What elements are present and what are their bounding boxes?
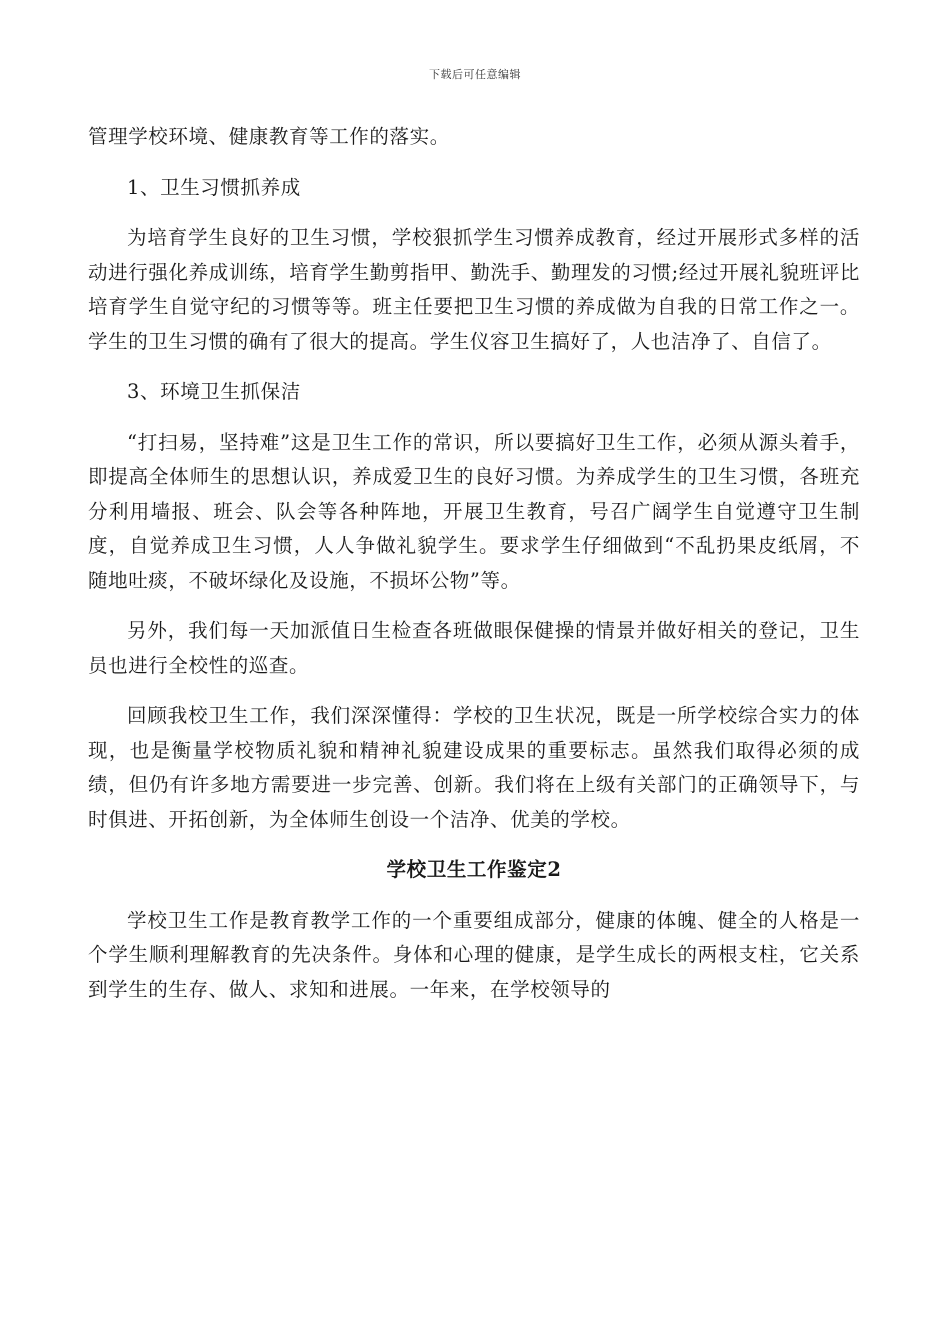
subheading-hygiene-habits: 1、卫生习惯抓养成 [127,175,301,199]
paragraph-continuation: 管理学校环境、健康教育等工作的落实。 [88,125,450,148]
section-title: 学校卫生工作鉴定2 [386,858,562,881]
paragraph-review-summary: 回顾我校卫生工作，我们深深懂得：学校的卫生状况，既是一所学校综合实力的体现，也是衡量学校物质礼貌和精神礼貌建设成果的重要标志。虽然我们取得必须的成绩，但仍有许多地方需要进一步完善、创新。我们将在上级有关部门的正确领导下，与时俱进、开拓创新，为全体师生创设一个洁净、优美的学校。 [88,704,860,831]
paragraph-section-intro: 学校卫生工作是教育教学工作的一个重要组成部分，健康的体魄、健全的人格是一个学生顺利理解教育的先决条件。身体和心理的健康，是学生成长的两根支柱，它关系到学生的生存、做人、求知和进展。一年来，在学校领导的 [88,908,860,1001]
paragraph-environment-cleaning: “打扫易，坚持难”这是卫生工作的常识，所以要搞好卫生工作，必须从源头着手，即提高全体师生的思想认识，养成爱卫生的良好习惯。为养成学生的卫生习惯，各班充分利用墙报、班会、队会等各种阵地，开展卫生教育，号召广阔学生自觉遵守卫生制度，自觉养成卫生习惯，人人争做礼貌学生。要求学生仔细做到“不乱扔果皮纸屑，不随地吐痰，不破坏绿化及设施，不损坏公物”等。 [88,430,860,592]
document-body [88,120,860,1023]
subheading-environment-cleaning: 3、环境卫生抓保洁 [127,380,301,403]
paragraph-hygiene-habits: 为培育学生良好的卫生习惯，学校狠抓学生习惯养成教育，经过开展形式多样的活动进行强化养成训练，培育学生勤剪指甲、勤洗手、勤理发的习惯;经过开展礼貌班评比培育学生自觉守纪的习惯等等。班主任要把卫生习惯的养成做为自我的日常工作之一。学生的卫生习惯的确有了很大的提高。学生仪容卫生搞好了，人也洁净了、自信了。 [88,226,860,353]
page-header-note: 下载后可任意编辑 [429,68,521,81]
paragraph-duty-inspection: 另外，我们每一天加派值日生检查各班做眼保健操的情景并做好相关的登记，卫生员也进行全校性的巡查。 [88,619,860,677]
